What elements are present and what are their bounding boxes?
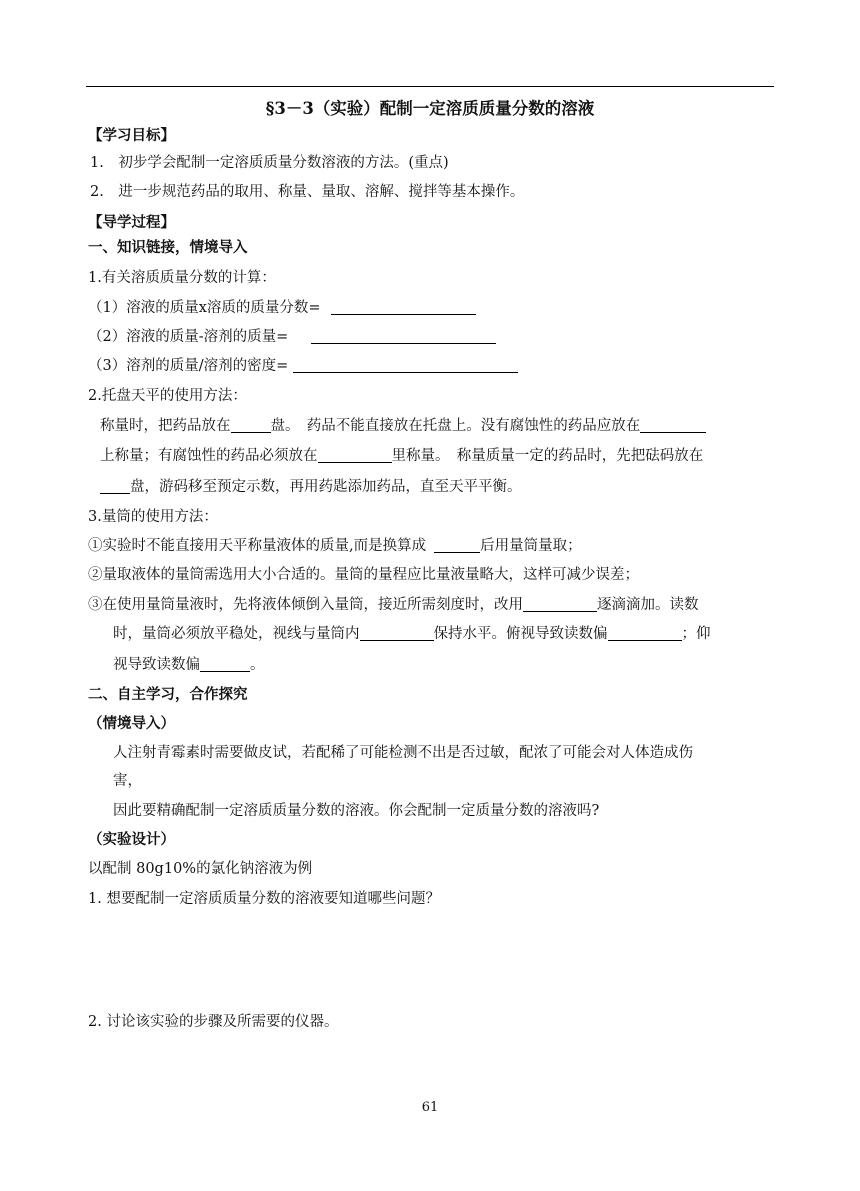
q2-title: 2.托盘天平的使用方法：: [88, 388, 247, 404]
q2-line-3: [100, 477, 522, 497]
scene-paragraph: 人注射青霉素时需要做皮试，若配稀了可能检测不出是否过敏，配浓了可能会对人体造成伤: [113, 745, 693, 761]
q2-line-2: [100, 446, 703, 466]
q3-line-1: [88, 536, 582, 556]
answer-blank[interactable]: [100, 478, 130, 494]
q1-title: 1.有关溶质质量分数的计算：: [88, 270, 276, 286]
text: 视导致读数偏: [113, 657, 200, 673]
design-heading: （实验设计）: [88, 831, 175, 848]
text: 里称量。 称量质量一定的药品时，先把砝码放在: [391, 448, 704, 464]
goal-item: 2. 进一步规范药品的取用、称量、量取、溶解、搅拌等基本操作。: [90, 184, 525, 200]
q1-item-3: [88, 356, 518, 376]
answer-blank[interactable]: [311, 328, 496, 344]
text: 盘，游码移至预定示数，再用药匙添加药品，直至天平平衡。: [130, 479, 522, 495]
section2-heading: 二、自主学习，合作探究: [88, 686, 248, 703]
answer-blank[interactable]: [293, 357, 518, 373]
q2-line-1: [100, 416, 706, 436]
example-text: 以配制 80g10%的氯化钠溶液为例: [88, 861, 313, 877]
answer-blank[interactable]: [434, 537, 480, 553]
answer-blank[interactable]: [200, 656, 250, 672]
scene-paragraph-cont: 害，: [113, 773, 142, 789]
text: 时，量筒必须放平稳处，视线与量筒内: [113, 626, 360, 642]
text: 逐滴滴加。读数: [597, 597, 699, 613]
scene-paragraph-2: 因此要精确配制一定溶质质量分数的溶液。你会配制一定质量分数的溶液吗?: [113, 803, 600, 819]
goals-heading: 【学习目标】: [88, 127, 175, 144]
q3-line-3: [88, 595, 699, 615]
process-heading: 【导学过程】: [88, 214, 175, 231]
q3-title: 3.量筒的使用方法：: [88, 509, 218, 525]
text: 。: [250, 657, 265, 673]
text: ③在使用量筒量液时，先将液体倾倒入量筒，接近所需刻度时，改用: [88, 597, 523, 613]
q1-item-2: [88, 327, 496, 347]
q1-item-label: （3）溶剂的质量/溶剂的密度=: [88, 358, 289, 374]
answer-blank[interactable]: [360, 625, 434, 641]
answer-blank[interactable]: [608, 625, 682, 641]
answer-blank[interactable]: [640, 417, 706, 433]
q3-line-4: [113, 624, 711, 644]
text: 保持水平。俯视导致读数偏: [433, 626, 608, 642]
question-1: 1. 想要配制一定溶质质量分数的溶液要知道哪些问题？: [88, 891, 440, 907]
answer-blank[interactable]: [318, 447, 392, 463]
q1-item-1: [88, 298, 476, 318]
text: ①实验时不能直接用天平称量液体的质量,而是换算成: [88, 538, 427, 554]
q1-item-label: （2）溶液的质量-溶剂的质量=: [88, 329, 289, 345]
text: 上称量；有腐蚀性的药品必须放在: [100, 448, 318, 464]
q1-item-label: （1）溶液的质量x溶质的质量分数=: [88, 300, 321, 316]
q3-line-2: ②量取液体的量筒需选用大小合适的。量筒的量程应比量液量略大，这样可减少误差；: [88, 567, 639, 583]
text: 后用量筒量取；: [480, 538, 582, 554]
answer-blank[interactable]: [231, 417, 271, 433]
text: 盘。 药品不能直接放在托盘上。没有腐蚀性的药品应放在: [270, 418, 641, 434]
header-rule: [86, 86, 774, 87]
page-number: 61: [421, 1100, 439, 1115]
question-2: 2. 讨论该实验的步骤及所需要的仪器。: [88, 1014, 339, 1030]
answer-blank[interactable]: [331, 299, 476, 315]
section1-heading: 一、知识链接，情境导入: [88, 239, 248, 256]
text: 称量时，把药品放在: [100, 418, 231, 434]
goal-item: 1. 初步学会配制一定溶质质量分数溶液的方法。(重点): [90, 155, 449, 171]
page-title: §3－3（实验）配制一定溶质质量分数的溶液: [265, 99, 595, 118]
scene-heading: （情境导入）: [88, 715, 175, 732]
q3-line-5: [113, 655, 265, 675]
text: ；仰: [681, 626, 711, 642]
answer-blank[interactable]: [523, 596, 597, 612]
